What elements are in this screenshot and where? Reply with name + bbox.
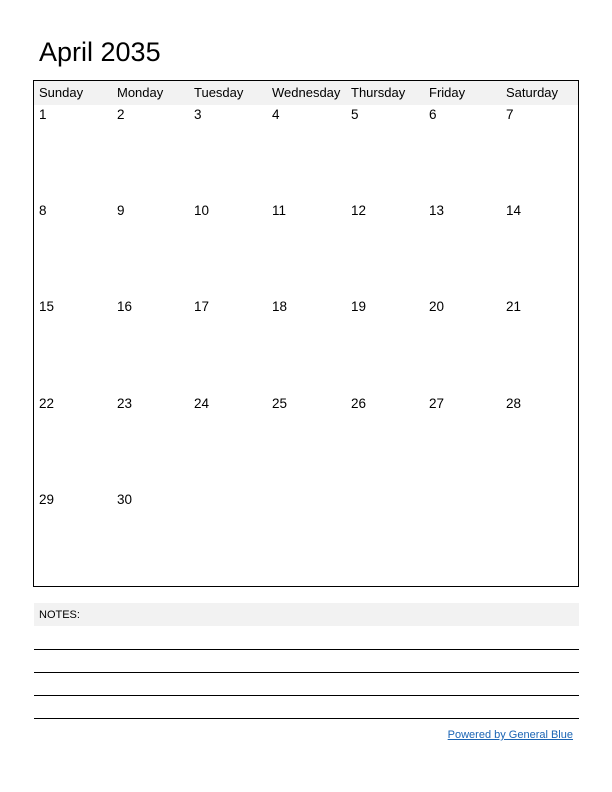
date-cell: 5	[351, 107, 359, 122]
date-cell: 22	[39, 396, 55, 411]
date-cell: 21	[506, 299, 522, 314]
date-cell: 4	[272, 107, 280, 122]
date-cell: 29	[39, 492, 55, 507]
weekday-tuesday: Tuesday	[194, 85, 244, 100]
note-line	[34, 649, 579, 650]
note-line	[34, 695, 579, 696]
calendar-grid	[33, 80, 579, 587]
weekday-sunday: Sunday	[39, 85, 84, 100]
date-cell: 7	[506, 107, 514, 122]
weekday-header-row	[34, 81, 578, 105]
date-cell: 14	[506, 203, 522, 218]
date-cell: 23	[117, 396, 133, 411]
date-cell: 27	[429, 396, 445, 411]
date-cell: 8	[39, 203, 47, 218]
weekday-wednesday: Wednesday	[272, 85, 341, 100]
notes-label: NOTES:	[39, 609, 80, 621]
date-cell: 17	[194, 299, 210, 314]
weekday-friday: Friday	[429, 85, 466, 100]
note-line	[34, 672, 579, 673]
date-cell: 3	[194, 107, 202, 122]
weekday-thursday: Thursday	[351, 85, 406, 100]
calendar-title: April 2035	[39, 37, 161, 67]
date-cell: 20	[429, 299, 445, 314]
date-cell: 11	[272, 203, 287, 218]
weekday-saturday: Saturday	[506, 85, 559, 100]
date-cell: 16	[117, 299, 133, 314]
date-cell: 18	[272, 299, 288, 314]
date-cell: 12	[351, 203, 367, 218]
date-cell: 9	[117, 203, 125, 218]
date-cell: 24	[194, 396, 210, 411]
date-cell: 13	[429, 203, 445, 218]
date-cell: 19	[351, 299, 367, 314]
date-cell: 26	[351, 396, 367, 411]
date-cell: 2	[117, 107, 125, 122]
date-cell: 15	[39, 299, 55, 314]
date-cell: 25	[272, 396, 288, 411]
powered-by-link[interactable]: Powered by General Blue	[447, 729, 573, 741]
date-cell: 28	[506, 396, 522, 411]
notes-header	[34, 603, 579, 626]
date-cell: 1	[39, 107, 47, 122]
date-cell: 6	[429, 107, 437, 122]
weekday-monday: Monday	[117, 85, 164, 100]
date-cell: 10	[194, 203, 210, 218]
note-line	[34, 718, 579, 719]
date-cell: 30	[117, 492, 133, 507]
